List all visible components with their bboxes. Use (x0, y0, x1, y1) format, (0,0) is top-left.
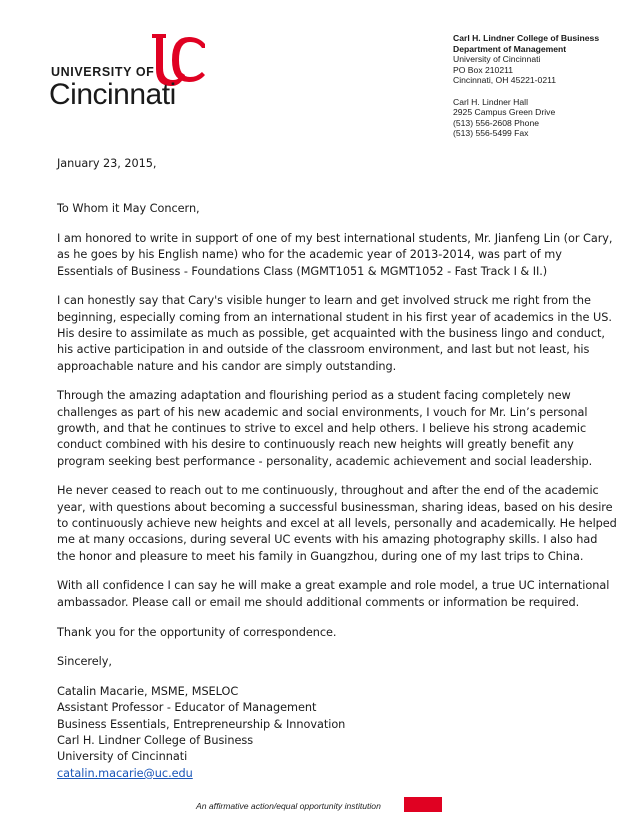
address-block (453, 33, 633, 139)
address-college: Carl H. Lindner College of Business (453, 33, 600, 43)
letter-paragraph: He never ceased to reach out to me continuously, throughout and after the end of the academic year, with questions about becoming a successful businessman, sharing ideas, based on his desire to continuously achieve new heights and excel at all levels, personally and academically. He helped me at many occasions, during several UC events with his amazing photography skills. I also had the honor and pleasure to meet his family in Guangzhou, during one of my last trips to China. (57, 484, 617, 563)
letter-paragraph: Through the amazing adaptation and flourishing period as a student facing completely new challenges as part of his new academic and social environments, I vouch for Mr. Lin’s personal growth, and that he continues to strive to excel and help others. I believe his strong academic conduct combined with his desire to continuously reach new heights will greatly benefit any program seeking best performance - personality, academic achievement and social leadership. (57, 389, 593, 468)
address-department: Department of Management (453, 43, 567, 54)
address-fax: (513) 556-5499 Fax (453, 128, 529, 139)
university-of-text: UNIVERSITY OF (51, 65, 155, 79)
letter-closing: Sincerely, (57, 655, 112, 669)
signature-university: University of Cincinnati (57, 750, 188, 764)
signature-title: Assistant Professor - Educator of Management (57, 701, 317, 715)
signature-program: Business Essentials, Entrepreneurship & Innovation (57, 717, 346, 731)
footer-red-bar (404, 797, 442, 812)
address-street: 2925 Campus Green Drive (453, 107, 556, 118)
address-phone: (513) 556-2608 Phone (453, 117, 540, 128)
letter-date: January 23, 2015, (57, 157, 157, 170)
letter-body (57, 156, 617, 782)
address-university: University of Cincinnati (453, 54, 541, 65)
letter-salutation: To Whom it May Concern, (57, 202, 200, 216)
letter-paragraph: I am honored to write in support of one of my best international students, Mr. Jianfeng Lin (or Cary, as he goes by his English name) who for the academic year of 2013-2014, was part of my Essentials of Business - Foundations Class (MGMT1051 & MGMT1052 - Fast Track I & II.) (57, 232, 613, 278)
letter-thanks: Thank you for the opportunity of correspondence. (57, 625, 337, 639)
signature-name: Catalin Macarie, MSME, MSELOC (57, 685, 239, 699)
university-logo (48, 30, 228, 112)
address-city: Cincinnati, OH 45221-0211 (453, 75, 557, 86)
address-hall: Carl H. Lindner Hall (453, 96, 528, 107)
cincinnati-wordmark: Cincinnati (49, 78, 176, 111)
letter-paragraph: With all confidence I can say he will make a great example and role model, a true UC international ambassador. Please call or email me should additional comments or information be required. (57, 579, 610, 609)
signature-email-link[interactable]: catalin.macarie@uc.edu (57, 766, 193, 780)
letter-paragraph: I can honestly say that Cary's visible hunger to learn and get involved struck me right from the beginning, especially coming from an international student in his first year of academics in the US. His desire to assimilate as much as possible, get acquainted with the business lingo and conduct, his active participation in and outside of the classroom environment, and last but not least, his approachable nature and his candor are simply outstanding. (57, 294, 612, 373)
address-po-box: PO Box 210211 (453, 64, 514, 75)
signature-college: Carl H. Lindner College of Business (57, 734, 254, 748)
footer-text: An affirmative action/equal opportunity institution (196, 801, 381, 811)
